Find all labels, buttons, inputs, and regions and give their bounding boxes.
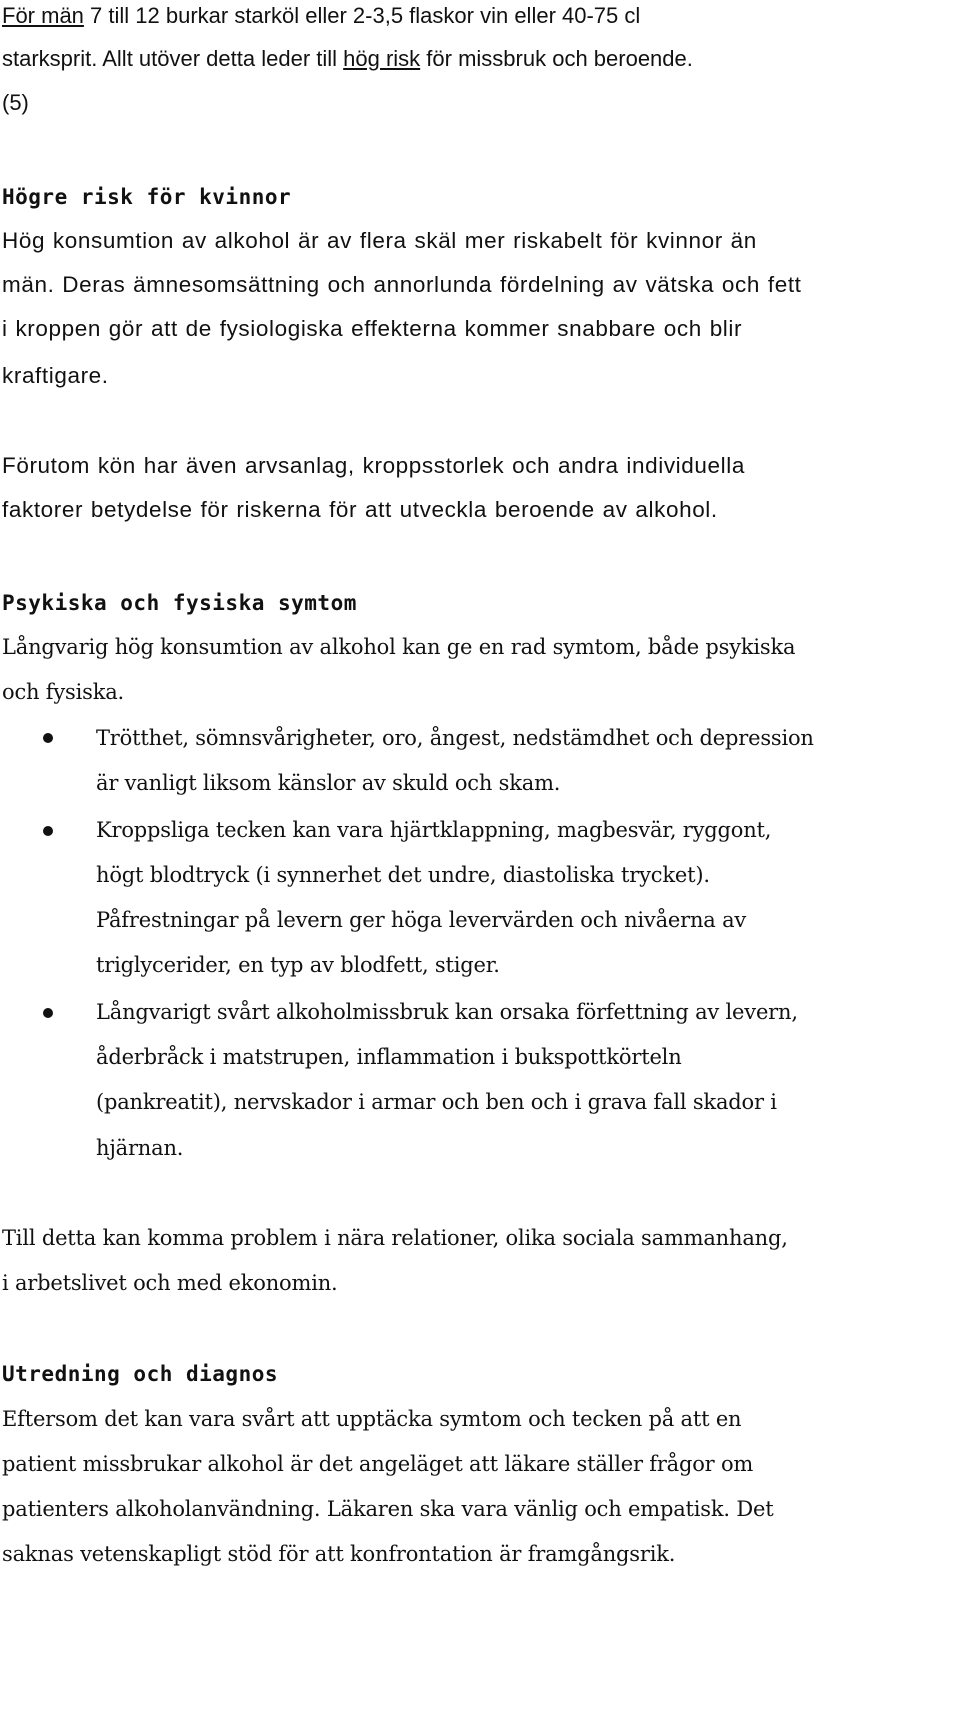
paragraph-line: Hög konsumtion av alkohol är av flera skäl mer riskabelt för kvinnor än (2, 228, 757, 253)
paragraph-line: Eftersom det kan vara svårt att upptäcka symtom och tecken på att en (2, 1407, 742, 1431)
bullet-line: (pankreatit), nervskador i armar och ben och i grava fall skador i (96, 1090, 777, 1114)
bullet-line: Trötthet, sömnsvårigheter, oro, ångest, nedstämdhet och depression (96, 726, 814, 750)
paragraph-line: saknas vetenskapligt stöd för att konfrontation är framgångsrik. (2, 1542, 676, 1566)
bullet-line: hjärnan. (96, 1136, 184, 1160)
paragraph-line: kraftigare. (2, 363, 109, 388)
paragraph-line: i arbetslivet och med ekonomin. (2, 1271, 338, 1295)
paragraph-line: Långvarig hög konsumtion av alkohol kan ge en rad symtom, både psykiska (2, 635, 796, 659)
link-hog-risk[interactable]: hög risk (343, 46, 421, 71)
bullet-line: högt blodtryck (i synnerhet det undre, diastoliska trycket). (96, 863, 710, 887)
intro-line-1: För män 7 till 12 burkar starköl eller 2-3,5 flaskor vin eller 40-75 cl (2, 3, 641, 28)
bullet-dot (43, 826, 53, 836)
heading-women-risk: Högre risk för kvinnor (2, 185, 292, 209)
paragraph-line: i kroppen gör att de fysiologiska effekterna kommer snabbare och blir (2, 316, 743, 341)
reference-note: (5) (2, 90, 29, 115)
paragraph-line: patient missbrukar alkohol är det angeläget att läkare ställer frågor om (2, 1452, 754, 1476)
paragraph-line: och fysiska. (2, 680, 125, 704)
intro-line-2: starksprit. Allt utöver detta leder till hög risk för missbruk och beroende. (2, 46, 693, 71)
bullet-line: Påfrestningar på levern ger höga levervärden och nivåerna av (96, 908, 747, 932)
paragraph-line: Förutom kön har även arvsanlag, kroppsstorlek och andra individuella (2, 453, 745, 478)
paragraph-line: män. Deras ämnesomsättning och annorlunda fördelning av vätska och fett (2, 272, 802, 297)
heading-symptoms: Psykiska och fysiska symtom (2, 591, 357, 615)
paragraph-line: faktorer betydelse för riskerna för att utveckla beroende av alkohol. (2, 497, 718, 522)
bullet-line: Kroppsliga tecken kan vara hjärtklappning, magbesvär, ryggont, (96, 818, 772, 842)
link-for-man[interactable]: För män (2, 3, 84, 28)
bullet-line: åderbråck i matstrupen, inflammation i bukspottkörteln (96, 1045, 682, 1069)
paragraph-line: patienters alkoholanvändning. Läkaren ska vara vänlig och empatisk. Det (2, 1497, 774, 1521)
bullet-line: är vanligt liksom känslor av skuld och skam. (96, 771, 561, 795)
bullet-dot (43, 1008, 53, 1018)
bullet-dot (43, 733, 53, 743)
bullet-line: triglycerider, en typ av blodfett, stiger. (96, 953, 500, 977)
heading-diagnosis: Utredning och diagnos (2, 1362, 279, 1386)
bullet-line: Långvarigt svårt alkoholmissbruk kan orsaka förfettning av levern, (96, 1000, 798, 1024)
paragraph-line: Till detta kan komma problem i nära relationer, olika sociala sammanhang, (2, 1226, 788, 1250)
